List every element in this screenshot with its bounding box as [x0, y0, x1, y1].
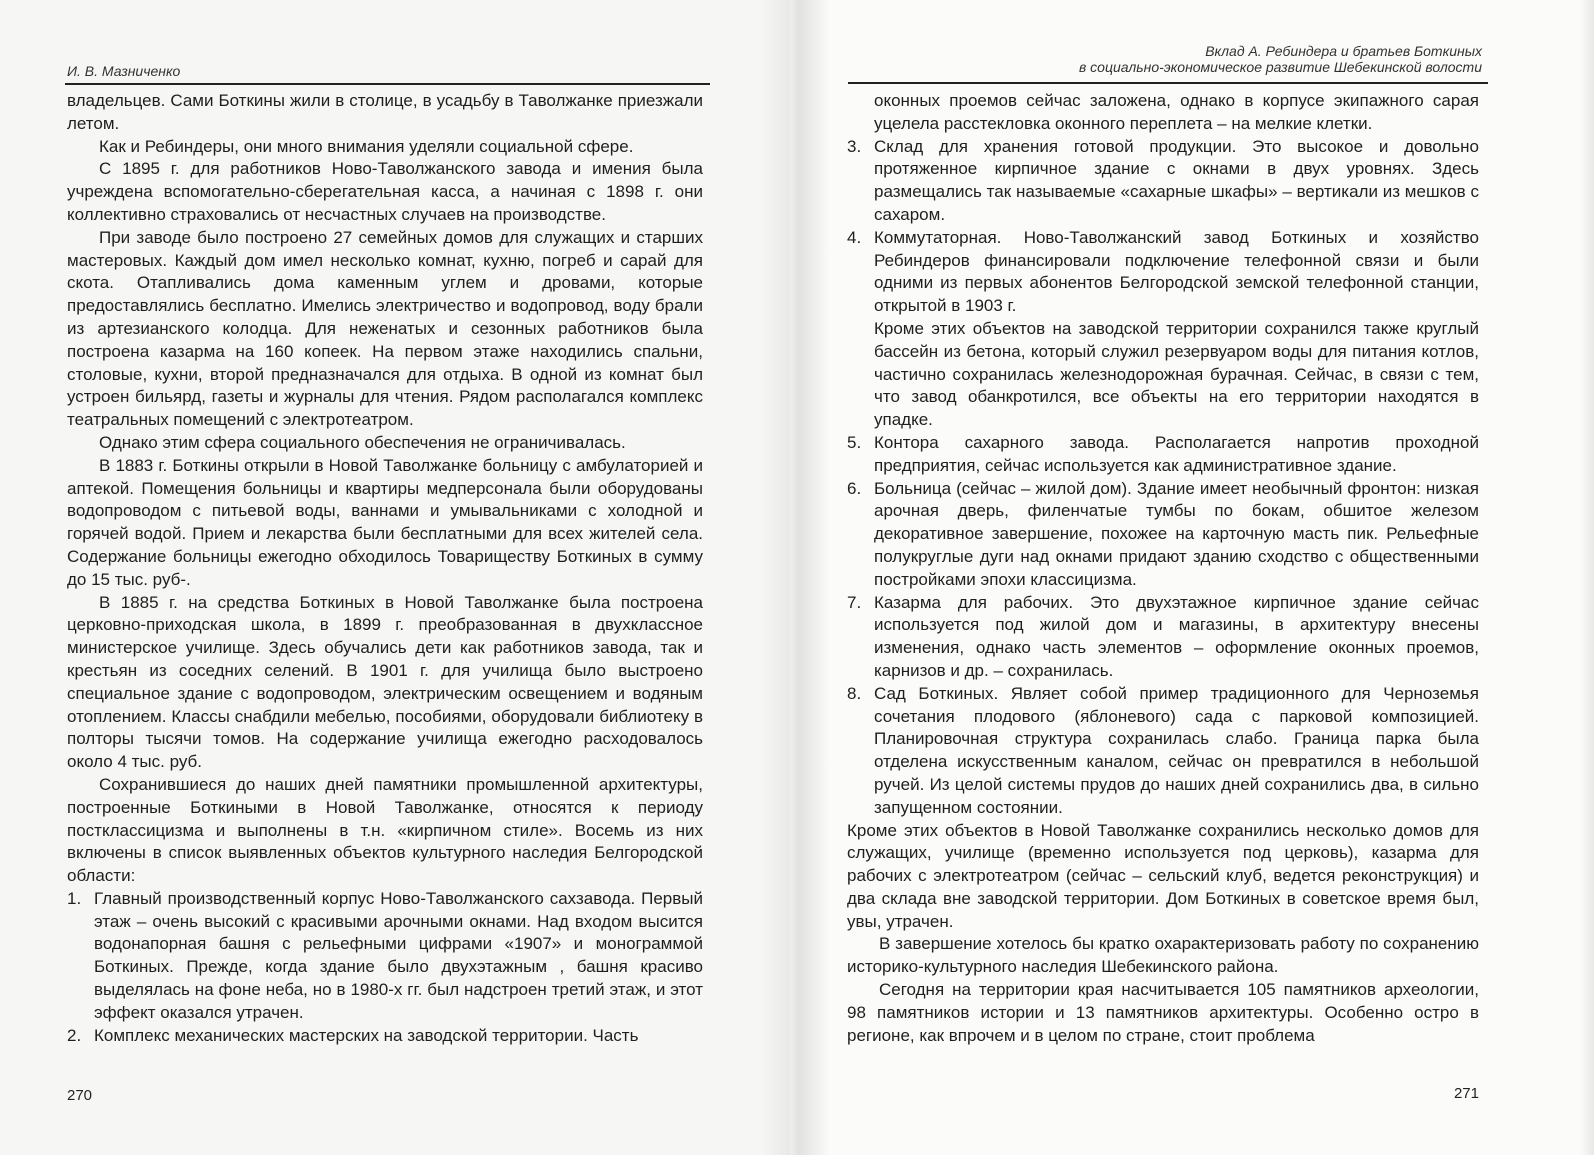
- list-item-extra: Кроме этих объектов на заводской территории сохранился также круглый бассейн из бетона, который служил резервуаром воды для питания котлов, частично сохранилась железнодорожная бурачная. Сейчас, в связи с тем, что завод обанкротился, все объекты на его территории находятся в упадке.: [874, 318, 1479, 430]
- paragraph: В 1885 г. на средства Боткиных в Новой Таволжанке была построена церковно-приходская школа, в 1899 г. преобразованная в двухклассное министерское училище. Здесь обучались дети как работников завода, так и крестьян из соседних селений. В 1901 г. для училища было выстроено специальное здание с водопроводом, электрическим освещением и водяным отоплением. Классы снабдили мебелью, пособиями, оборудовали библиотеку в полторы тысячи томов. На содержание училища ежегодно расходовалось около 4 тыс. руб.: [67, 592, 703, 772]
- list-item-number: 5.: [847, 432, 862, 452]
- list-item-text: Казарма для рабочих. Это двухэтажное кирпичное здание сейчас используется под жилой дом и магазины, в архитектуру внесены изменения, однако часть элементов – оформление оконных проемов, карнизов и др. – сохранилась.: [874, 592, 1479, 680]
- list-item-text: Контора сахарного завода. Располагается напротив проходной предприятия, сейчас используется как административное здание.: [874, 432, 1479, 475]
- list-item-continuation: [847, 90, 1479, 136]
- list-item: [67, 1025, 703, 1048]
- list-item: [847, 432, 1479, 478]
- paragraph: Однако этим сфера социального обеспечения не ограничивалась.: [99, 432, 626, 452]
- list-item: [847, 592, 1479, 683]
- list-item-number: 3.: [847, 136, 862, 156]
- right-header-rule: [848, 82, 1488, 84]
- left-page: [0, 0, 790, 1155]
- paragraph: Сохранившиеся до наших дней памятники промышленной архитектуры, построенные Боткиными в Новой Таволжанке, относятся к периоду постклассицизма и выполнены в т.н. «кирпичном стиле». Восемь из них включены в список выявленных объектов культурного наследия Белгородской области:: [67, 774, 703, 886]
- paragraph: Сегодня на территории края насчитывается 105 памятников археологии, 98 памятников истории и 13 памятников архитектуры. Особенно остро в регионе, как впрочем и в целом по стране, стоит проблема: [847, 980, 1479, 1045]
- right-page-number: 271: [1453, 1085, 1479, 1102]
- left-running-head: И. В. Мазниченко: [67, 63, 181, 79]
- right-body-text: [847, 90, 1479, 1047]
- paragraph: владельцев. Сами Боткины жили в столице, в усадьбу в Таволжанке приезжали летом.: [67, 91, 703, 133]
- list-item: [847, 227, 1479, 432]
- paragraph: В завершение хотелось бы кратко охарактеризовать работу по сохранению историко-культурного наследия Шебекинского района.: [847, 934, 1479, 977]
- page-edge-shadow: [1580, 0, 1594, 1155]
- list-item: [847, 683, 1479, 820]
- paragraph: Кроме этих объектов в Новой Таволжанке сохранились несколько домов для служащих, училище (временно используется под церковь), казарма для рабочих с электротеатром (сейчас – сельский клуб, ведется реконструкция) и два склада вне заводской территории. Дом Боткиных в советское время был, увы, утрачен.: [847, 820, 1479, 931]
- list-item-text: Сад Боткиных. Являет собой пример традиционного для Черноземья сочетания плодового (яблоневого) сада с парковой композицией. Планировочная структура сохранилась слабо. Граница парка была отделена искусственным каналом, сейчас он превратился в небольшой ручей. Из целой системы прудов до наших дней сохранились два, в сильно запущенном состоянии.: [874, 683, 1479, 817]
- list-item-number: 8.: [847, 683, 862, 703]
- paragraph: При заводе было построено 27 семейных домов для служащих и старших мастеровых. Каждый дом имел несколько комнат, кухню, погреб и сарай для скота. Отапливались дома каменным углем и дровами, которые предоставлялись бесплатно. Имелись электричество и водопровод, воду брали из артезианского колодца. Для неженатых и сезонных работников была построена казарма на 160 копеек. На первом этаже находились спальни, столовые, кухни, второй предназначался для отдыха. В одной из комнат был устроен бильярд, газеты и журналы для чтения. Рядом располагался комплекс театральных помещений с электротеатром.: [67, 227, 703, 430]
- list-item-text: Больница (сейчас – жилой дом). Здание имеет необычный фронтон: низкая арочная дверь, филенчатые тумбы по бокам, обшитое железом декоративное завершение, похожее на карточную масть пик. Рельефные полукруглые дуги над окнами придают зданию сходство с общественными постройками эпохи классицизма.: [874, 478, 1479, 589]
- right-running-head: [842, 43, 1482, 75]
- running-head-line: Вклад А. Ребиндера и братьев Боткиных: [1205, 43, 1482, 59]
- list-item-text: Комплекс механических мастерских на заводской территории. Часть: [94, 1025, 639, 1045]
- list-item-text: Коммутаторная. Ново-Таволжанский завод Боткиных и хозяйство Ребиндеров финансировали подключение телефонной связи и были одними из первых абонентов Белгородской земской телефонной станции, открытой в 1903 г.: [874, 227, 1479, 316]
- list-item-text: Склад для хранения готовой продукции. Это высокое и довольно протяженное кирпичное здание с окнами в двух уровнях. Здесь размещались так называемые «сахарные шкафы» – вертикали из мешков с сахаром.: [874, 136, 1479, 224]
- list-item: [847, 136, 1479, 227]
- running-head-line: в социально-экономическое развитие Шебекинской волости: [1078, 59, 1482, 75]
- paragraph: С 1895 г. для работников Ново-Таволжанского завода и имения была учреждена вспомогательно-сберегательная касса, а начиная с 1898 г. они коллективно страховались от несчастных случаев на производстве.: [67, 159, 703, 224]
- list-item-number: 7.: [847, 592, 862, 612]
- list-item-number: 2.: [67, 1025, 82, 1045]
- list-item: [847, 478, 1479, 592]
- list-item: [67, 888, 703, 1025]
- list-item-number: 4.: [847, 227, 862, 247]
- right-page: [790, 0, 1594, 1155]
- left-header-rule: [65, 83, 710, 85]
- list-item-text: Главный производственный корпус Ново-Таволжанского сахзавода. Первый этаж – очень высокий с красивыми арочными окнами. Над входом высится водонапорная башня с рельефными цифрами «1907» и монограммой Боткиных. Прежде, когда здание было двухэтажным , башня красиво выделялась на фоне неба, но в 1980-х гг. был надстроен третий этаж, и этот эффект оказался утрачен.: [94, 888, 703, 1022]
- left-page-number: 270: [67, 1087, 93, 1104]
- paragraph: В 1883 г. Боткины открыли в Новой Таволжанке больницу с амбулаторией и аптекой. Помещения больницы и квартиры медперсонала были оборудованы водопроводом с питьевой воды, ваннами и умывальниками с холодной и горячей водой. Прием и лекарства были бесплатными для всех жителей села. Содержание больницы ежегодно обходилось Товариществу Боткиных в сумму до 15 тыс. руб-.: [67, 455, 703, 589]
- list-item-number: 1.: [67, 888, 82, 908]
- list-item-number: 6.: [847, 478, 862, 498]
- paragraph: Как и Ребиндеры, они много внимания уделяли социальной сфере.: [99, 136, 634, 156]
- list-item-text: оконных проемов сейчас заложена, однако в корпусе экипажного сарая уцелела расстекловка оконного переплета – на мелкие клетки.: [874, 91, 1479, 133]
- left-body-text: [67, 90, 703, 1047]
